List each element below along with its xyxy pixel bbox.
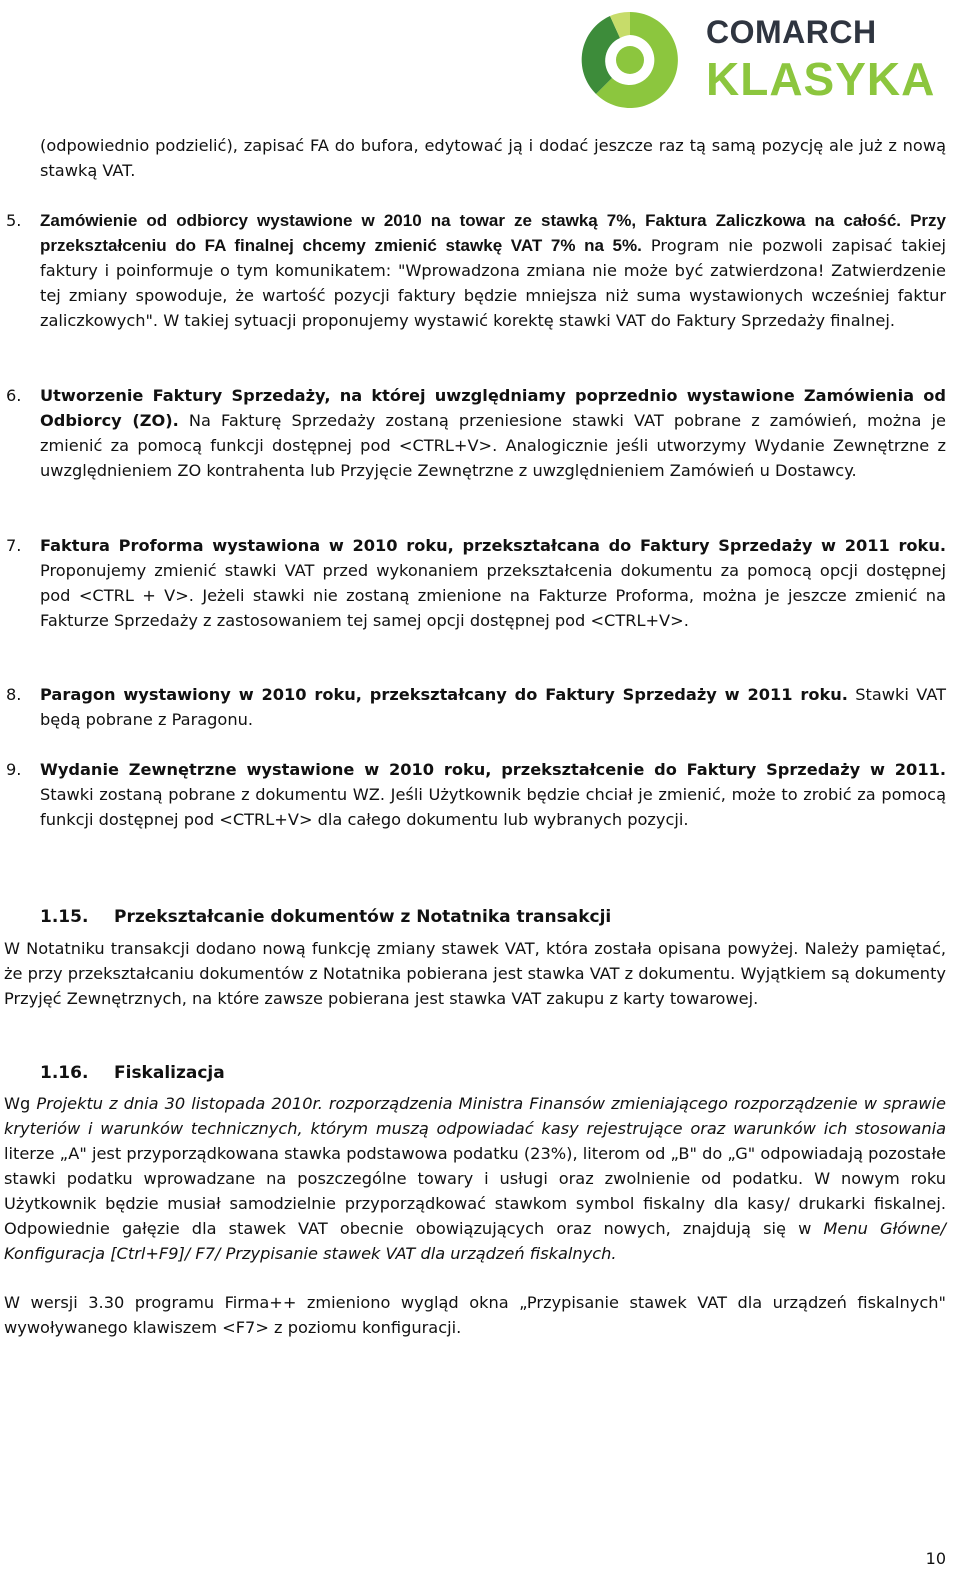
list-item-text: [40, 208, 946, 333]
section-title: Przekształcanie dokumentów z Notatnika transakcji: [114, 907, 612, 927]
list-item-number: 6.: [6, 386, 22, 405]
comarch-klasyka-logo: [574, 8, 934, 112]
list-item-bold: Paragon wystawiony w 2010 roku, przekształcany do Faktury Sprzedaży w 2011 roku.: [40, 685, 848, 704]
list-item-body: Na Fakturę Sprzedaży zostaną przeniesione stawki VAT pobrane z zamówień, można je zmienić za pomocą funkcji dostępnej pod <CTRL+V>. Analogicznie jeśli utworzymy Wydanie Zewnętrzne z uwzględnieniem ZO kontrahenta lub Przyjęcie Zewnętrzne z uwzględnieniem Zamówień u Dostawcy.: [40, 411, 946, 480]
section-1-16-paragraph-1: [4, 1091, 946, 1266]
list-item-text: [40, 533, 946, 633]
list-item-bold: Zamówienie od odbiorcy wystawione w 2010 na towar ze stawką 7%, Faktura Zaliczkowa na całość. Przy przekształceniu do FA finalnej chcemy zmienić stawkę VAT 7% na 5%.: [40, 211, 946, 255]
section-heading-1-15: [40, 905, 611, 930]
section-number: 1.15.: [40, 907, 89, 927]
paragraph-text: Wg: [4, 1094, 37, 1113]
list-item-body: Stawki zostaną pobrane z dokumentu WZ. Jeśli Użytkownik będzie chciał je zmienić, może to zrobić za pomocą funkcji dostępnej pod <CTRL+V> dla całego dokumentu lub wybranych pozycji.: [40, 785, 946, 829]
regulation-reference: Projektu z dnia 30 listopada 2010r. rozporządzenia Ministra Finansów zmieniającego rozporządzenie w sprawie kryteriów i warunków technicznych, którym muszą odpowiadać kasy rejestrujące oraz warunków ich stosowania: [4, 1094, 946, 1138]
list-item-body: Proponujemy zmienić stawki VAT przed wykonaniem przekształcenia dokumentu za pomocą opcji dostępnej pod <CTRL + V>. Jeżeli stawki nie zostaną zmienione na Fakturze Proforma, można je jeszcze zmienić na Fakturze Sprzedaży z zastosowaniem tej samej opcji dostępnej pod <CTRL+V>.: [40, 561, 946, 630]
list-item-number: 9.: [6, 760, 22, 779]
list-item-number: 7.: [6, 536, 22, 555]
menu-path-reference: Menu Główne/ Konfiguracja [Ctrl+F9]/ F7/ Przypisanie stawek VAT dla urządzeń fiskalnych.: [4, 1219, 946, 1263]
section-1-15-body: W Notatniku transakcji dodano nową funkcję zmiany stawek VAT, która została opisana powyżej. Należy pamiętać, że przy przekształcaniu dokumentów z Notatnika pobierana jest stawka VAT z dokumentu. Wyjątkiem są dokumenty Przyjęć Zewnętrznych, na które zawsze pobierana jest stawka VAT zakupu z karty towarowej.: [4, 939, 946, 1008]
list-item-bold: Faktura Proforma wystawiona w 2010 roku, przekształcana do Faktury Sprzedaży w 2011 roku.: [40, 536, 946, 555]
list-item-body: Stawki VAT będą pobrane z Paragonu.: [40, 685, 946, 729]
section-title: Fiskalizacja: [114, 1063, 225, 1083]
list-item-text: [40, 757, 946, 832]
section-1-16-paragraph-2: W wersji 3.30 programu Firma++ zmieniono wygląd okna „Przypisanie stawek VAT dla urządzeń fiskalnych" wywoływanego klawiszem <F7> z poziomu konfiguracji.: [4, 1293, 946, 1337]
logo-text-comarch: COMARCH: [706, 14, 877, 50]
section-number: 1.16.: [40, 1063, 89, 1083]
list-item-number: 5.: [6, 211, 22, 230]
list-item-number: 8.: [6, 685, 22, 704]
list-item-text: [40, 682, 946, 732]
page-number: 10: [925, 1549, 946, 1568]
list-item-bold: Utworzenie Faktury Sprzedaży, na której uwzględniamy poprzednio wystawione Zamówienia od Odbiorcy (ZO).: [40, 386, 946, 430]
list-item-body: Program nie pozwoli zapisać takiej faktury i poinformuje o tym komunikatem: "Wprowadzona zmiana nie może być zatwierdzona! Zatwierdzenie tej zmiany spowoduje, że wartość pozycji faktury będzie mniejsza niż suma wystawionych wcześniej faktur zaliczkowych". W takiej sytuacji proponujemy wystawić korektę stawki VAT do Faktury Sprzedaży finalnej.: [40, 236, 946, 330]
list-item-text: [40, 383, 946, 483]
logo-ring-icon: [574, 8, 686, 112]
logo-text-klasyka: KLASYKA: [706, 53, 936, 105]
list-item-bold: Wydanie Zewnętrzne wystawione w 2010 roku, przekształcenie do Faktury Sprzedaży w 2011.: [40, 760, 946, 779]
intro-paragraph: (odpowiednio podzielić), zapisać FA do bufora, edytować ją i dodać jeszcze raz tą samą pozycję ale już z nową stawką VAT.: [40, 136, 946, 180]
paragraph-text: literze „A" jest przyporządkowana stawka podstawowa podatku (23%), literom od „B" do „G" odpowiadają pozostałe stawki podatku wprowadzane na poszczególne towary i usługi oraz zwolnienie od podatku. W nowym roku Użytkownik będzie musiał samodzielnie przyporządkować stawkom symbol fiskalny dla kasy/ drukarki fiskalnej. Odpowiednie gałęzie dla stawek VAT obecnie obowiązujących oraz nowych, znajdują się w: [4, 1144, 946, 1238]
section-heading-1-16: [40, 1061, 225, 1086]
